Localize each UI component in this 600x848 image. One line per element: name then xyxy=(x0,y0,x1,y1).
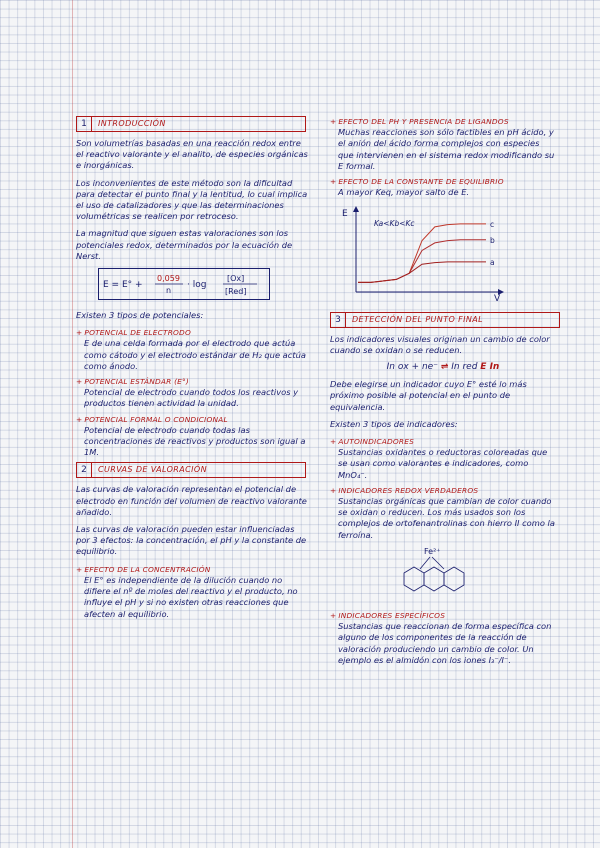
section-2-title: CURVAS DE VALORACIÓN xyxy=(98,465,207,475)
ferroin-structure-wrap xyxy=(390,545,556,606)
section-3-title: DETECCIÓN DEL PUNTO FINAL xyxy=(352,314,483,324)
series-label-a: a xyxy=(490,258,495,268)
bullet-text: E de una celda formada por el electrodo que actúa como cátodo y el electrodo estándar de H₂ que actúa como ánodo. xyxy=(84,338,306,371)
intro-paragraph-4: Existen 3 tipos de potenciales: xyxy=(76,310,204,321)
series-line-a xyxy=(358,262,486,283)
equilibrium-arrow-icon: ⇌ xyxy=(440,362,449,373)
x-axis-label: V xyxy=(494,294,501,303)
bullet-title: AUTOINDICADORES xyxy=(338,437,415,447)
formula-ratio-num: [Ox] xyxy=(227,274,245,284)
intro-paragraph-3: La magnitud que siguen estas valoraciones son los potenciales redox, determinados por la ecuación de Nerst. xyxy=(76,228,293,261)
detection-paragraph-1: Los indicadores visuales originan un cambio de color cuando se oxidan o se reducen. xyxy=(330,333,550,355)
formula-log: · log xyxy=(187,280,207,291)
bullet-text: Sustancias oxidantes o reductoras coloreadas que se usan como valorantes e indicadores, como MnO₄⁻. xyxy=(338,447,548,480)
right-column xyxy=(330,112,556,670)
y-axis-label: E xyxy=(342,209,348,220)
intro-paragraph-1: Son volumetrías basadas en una reacción redox entre el reactivo valorante y el analito, de especies orgánicas e inorgánicas. xyxy=(76,138,308,171)
section-2-number: 2 xyxy=(77,463,92,477)
bullet-text: Sustancias que reaccionan de forma específica con alguno de los componentes de la reacción de valoración produciendo un cambio de color. Un ejemplo es el almidón con los iones I₃⁻/I⁻. xyxy=(338,621,552,665)
bullet-text: Potencial de electrodo cuando todas las concentraciones de reactivos y productos son igual a 1M. xyxy=(84,424,306,458)
curves-paragraph-2: Las curvas de valoración pueden estar influenciadas por 3 efectos: la concentración, el pH y la constante de equilibrio. xyxy=(76,524,307,557)
section-1-number: 1 xyxy=(77,117,92,131)
bullet-title: INDICADORES ESPECÍFICOS xyxy=(338,611,446,621)
section-1-title: INTRODUCCIÓN xyxy=(98,119,166,128)
bullet-title: POTENCIAL FORMAL O CONDICIONAL xyxy=(84,414,228,424)
bullet-title: POTENCIAL DE ELECTRODO xyxy=(84,328,191,338)
indicator-bullet-1 xyxy=(330,436,556,481)
effect-bullet-1 xyxy=(76,564,308,620)
section-2-header xyxy=(76,462,306,478)
effect-bullet-3 xyxy=(330,176,556,198)
formula-coef-den: n xyxy=(166,286,172,296)
section-3-number: 3 xyxy=(331,313,346,327)
plus-icon: + xyxy=(330,177,337,187)
plus-icon: + xyxy=(76,328,83,338)
titration-chart-wrap xyxy=(336,202,556,305)
chart-annotation: Ka<Kb<Kc xyxy=(374,219,415,229)
potential-bullet-1 xyxy=(76,327,308,372)
series-label-c: c xyxy=(490,220,495,230)
potential-bullet-3 xyxy=(76,414,308,459)
bullet-title: EFECTO DE LA CONSTANTE DE EQUILIBRIO xyxy=(338,177,504,187)
plus-icon: + xyxy=(76,564,83,574)
formula-lhs: E = E° + xyxy=(103,280,143,291)
ring-middle xyxy=(424,567,444,591)
y-axis-arrow-icon xyxy=(353,206,359,212)
plus-icon: + xyxy=(330,611,337,621)
series-line-c xyxy=(358,224,486,283)
series-label-b: b xyxy=(490,236,495,246)
section-1-header xyxy=(76,116,306,132)
bullet-text: El E° es independiente de la dilución cuando no difiere el nº de moles del reactivo y el producto, no influye el pH y si no existen otras reacciones que afecten al equilibrio. xyxy=(84,574,298,619)
redox-right: In red xyxy=(451,362,478,373)
effect-bullet-2 xyxy=(330,116,556,172)
nernst-equation xyxy=(99,269,269,299)
left-column xyxy=(76,112,308,624)
bond-line xyxy=(420,557,430,569)
indicator-bullet-2 xyxy=(330,485,556,541)
indicator-bullet-3 xyxy=(330,610,556,666)
ring-left xyxy=(404,567,424,591)
ferroin-structure-icon xyxy=(390,545,480,603)
bullet-text: Potencial de electrodo cuando todos los reactivos y productos tienen actividad la unidad. xyxy=(84,387,299,409)
bullet-title: EFECTO DEL PH Y PRESENCIA DE LIGANDOS xyxy=(338,117,509,126)
plus-icon: + xyxy=(76,377,83,387)
intro-paragraph-2: Los inconvenientes de este método son la dificultad para detectar el punto final y la lentitud, lo cual implica el uso de catalizadores y que las determinaciones volumétricas se realicen por retroceso. xyxy=(76,177,308,222)
bullet-text: Sustancias orgánicas que cambian de color cuando se oxidan o reducen. Los más usados son los complejos de ortofenantrolinas con hierro II como la ferroína. xyxy=(338,496,555,540)
titration-chart xyxy=(336,202,506,302)
bullet-text: A mayor Keq, mayor salto de E. xyxy=(338,187,470,198)
formula-coef-num: 0,059 xyxy=(157,274,180,284)
potential-bullet-2 xyxy=(76,376,308,410)
molecule-label: Fe²⁺ xyxy=(424,546,441,556)
bullet-title: EFECTO DE LA CONCENTRACIÓN xyxy=(84,564,211,574)
detection-paragraph-3: Existen 3 tipos de indicadores: xyxy=(330,418,458,429)
redox-e-label: E In xyxy=(480,362,500,373)
series-line-b xyxy=(358,240,486,283)
bullet-text: Muchas reacciones son sólo factibles en pH ácido, y el anión del ácido forma complejos con especies que intervienen en el sistema redox modificando su E formal. xyxy=(338,127,555,171)
bullet-title: POTENCIAL ESTÁNDAR (E°) xyxy=(84,377,189,387)
redox-equation xyxy=(330,362,556,373)
nernst-equation-box xyxy=(98,268,270,300)
plus-icon: + xyxy=(76,414,83,424)
redox-left: In ox + ne⁻ xyxy=(386,362,438,373)
section-3-header xyxy=(330,312,560,328)
plus-icon: + xyxy=(330,117,337,126)
curves-paragraph-1: Las curvas de valoración representan el potencial de electrodo en función del volumen de reactivo valorante añadido. xyxy=(76,484,307,517)
ring-right xyxy=(444,567,464,591)
bullet-title: INDICADORES REDOX VERDADEROS xyxy=(338,485,479,495)
detection-paragraph-2: Debe elegirse un indicador cuyo E° esté lo más próximo posible al potencial en el punto de equivalencia. xyxy=(330,379,527,412)
plus-icon: + xyxy=(330,437,337,447)
series-group xyxy=(358,220,495,283)
formula-ratio-den: [Red] xyxy=(225,287,247,297)
plus-icon: + xyxy=(330,485,337,495)
margin-line xyxy=(72,0,73,848)
